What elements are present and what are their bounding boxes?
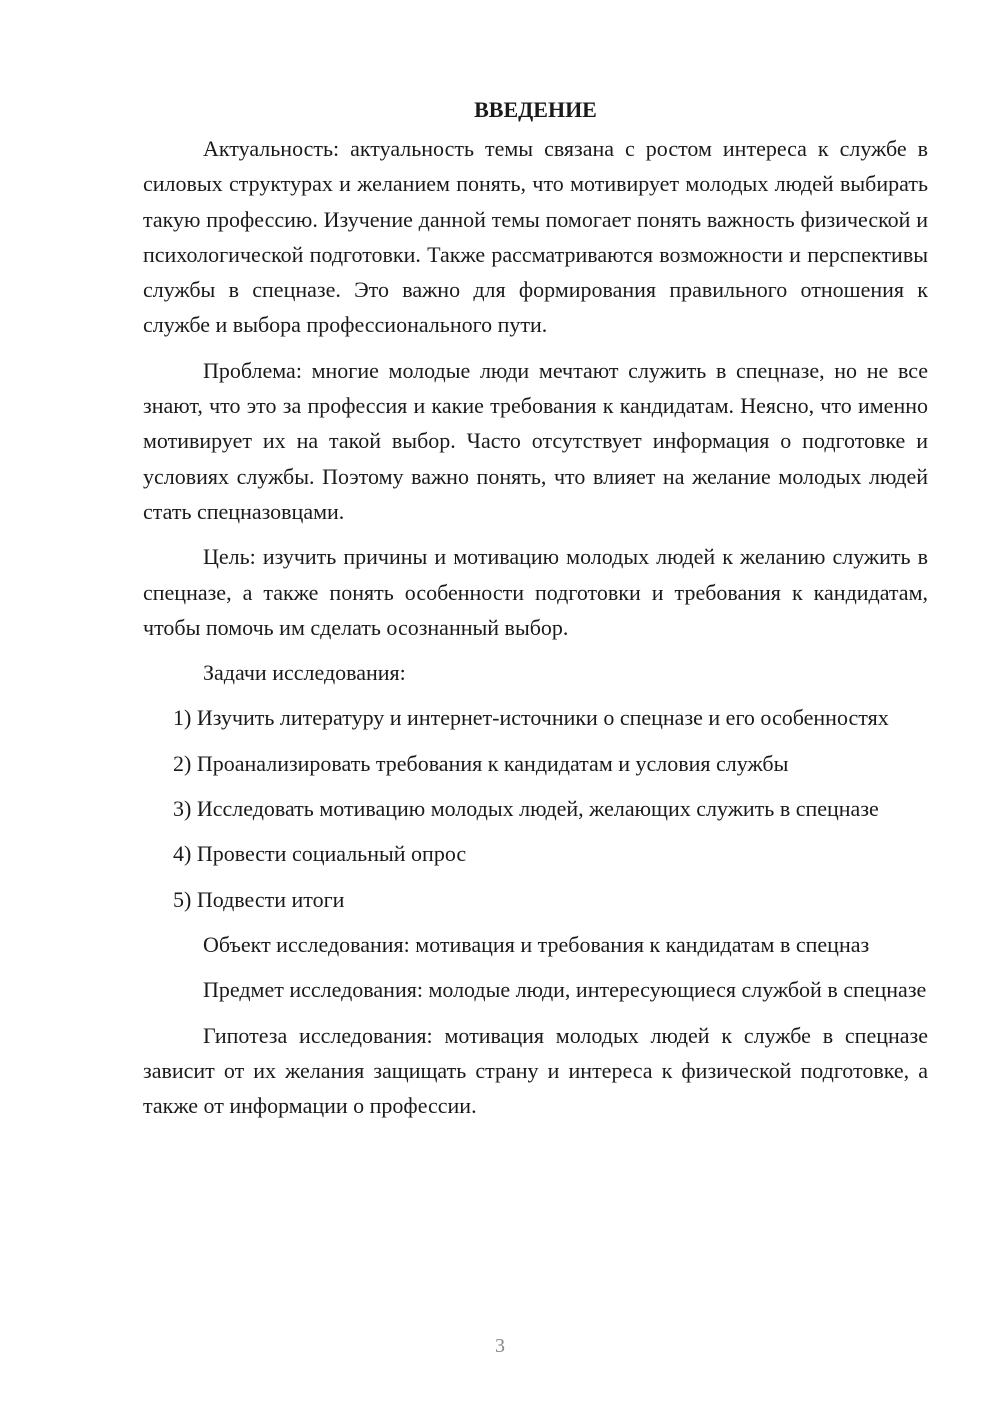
- page-number: 3: [495, 1335, 505, 1357]
- paragraph-hypothesis: Гипотеза исследования: мотивация молодых людей к службе в спецназе зависит от их желания защищать страну и интереса к физической подготовке, а также от информации о профессии.: [143, 1022, 928, 1119]
- task-item-4: 4) Провести социальный опрос: [173, 841, 467, 867]
- paragraph-problem: Проблема: многие молодые люди мечтают служить в спецназе, но не все знают, что это за профессия и какие требования к кандидатам. Неясно, что именно мотивирует их на такой выбор. Часто отсутствует информация о подготовке и условиях службы. Поэтому важно понять, что влияет на желание молодых людей стать спецназовцами.: [143, 357, 928, 524]
- task-item-2: 2) Проанализировать требования к кандидатам и условия службы: [173, 750, 789, 776]
- paragraph-object: Объект исследования: мотивация и требования к кандидатам в спецназ: [203, 931, 870, 957]
- task-item-5: 5) Подвести итоги: [173, 886, 345, 912]
- task-item-1: 1) Изучить литературу и интернет-источники о спецназе и его особенностях: [173, 705, 889, 731]
- paragraph-tasks-heading: Задачи исследования:: [203, 660, 406, 686]
- document-page: [143, 92, 928, 1133]
- task-item-3: 3) Исследовать мотивацию молодых людей, желающих служить в спецназе: [173, 796, 879, 822]
- section-title: ВВЕДЕНИЕ: [474, 97, 597, 122]
- paragraph-subject: Предмет исследования: молодые люди, интересующиеся службой в спецназе: [203, 977, 927, 1003]
- paragraph-relevance: Актуальность: актуальность темы связана с ростом интереса к службе в силовых структурах и желанием понять, что мотивирует молодых людей выбирать такую профессию. Изучение данной темы помогает понять важность физической и психологической подготовки. Также рассматриваются возможности и перспективы службы в спецназе. Это важно для формирования правильного отношения к службе и выбора профессионального пути.: [143, 136, 928, 338]
- paragraph-goal: Цель: изучить причины и мотивацию молодых людей к желанию служить в спецназе, а также понять особенности подготовки и требования к кандидатам, чтобы помочь им сделать осознанный выбор.: [143, 544, 928, 640]
